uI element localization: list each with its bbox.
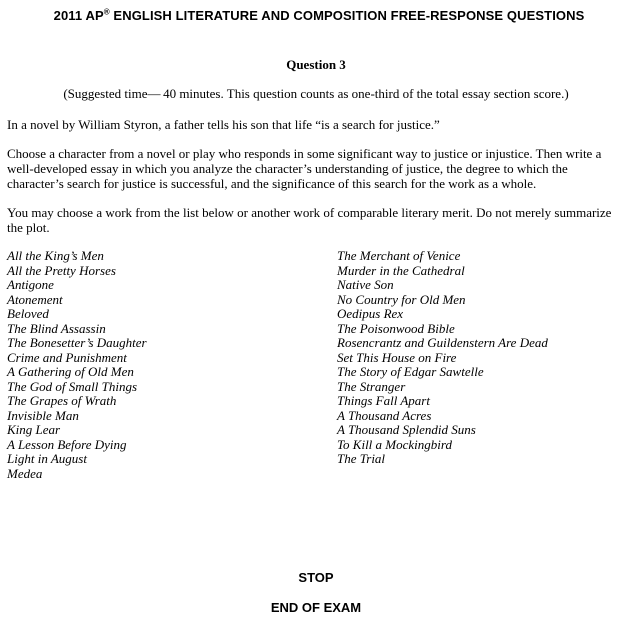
work-title: To Kill a Mockingbird xyxy=(337,436,452,452)
work-title: No Country for Old Men xyxy=(337,291,466,307)
work-title: Medea xyxy=(7,465,43,481)
header-title-prefix: 2011 AP xyxy=(53,8,104,23)
work-title: King Lear xyxy=(7,422,61,437)
work-title: The Poisonwood Bible xyxy=(337,320,455,336)
work-title: Light in August xyxy=(7,451,87,466)
work-title: Set This House on Fire xyxy=(337,349,457,365)
works-list-left xyxy=(7,249,147,481)
work-title: Crime and Punishment xyxy=(7,349,127,365)
works-list-right xyxy=(337,249,548,467)
work-title: The Blind Assassin xyxy=(7,320,106,336)
work-title: A Lesson Before Dying xyxy=(7,436,127,452)
prompt-paragraph: Choose a character from a novel or play who responds in some significant way to justice or injustice. Then write a well-developed essay in which you analyze the character’s understanding of justice, the degree to which the character’s search for justice is successful, and the significance of this search for the work as a whole. xyxy=(7,146,602,191)
work-title: All the King’s Men xyxy=(7,248,104,263)
instructions-paragraph: You may choose a work from the list below or another work of comparable literary merit. Do not merely summarize the plot. xyxy=(7,205,612,235)
work-title: The Bonesetter’s Daughter xyxy=(7,335,147,350)
work-title: Antigone xyxy=(7,277,54,292)
work-title: The Merchant of Venice xyxy=(337,248,461,263)
registered-trademark: ® xyxy=(103,7,110,17)
work-title: A Gathering of Old Men xyxy=(7,364,134,379)
exam-header xyxy=(0,8,638,23)
question-title: Question 3 xyxy=(286,57,346,72)
stop-label: STOP xyxy=(298,570,334,585)
work-title: Things Fall Apart xyxy=(337,393,430,408)
intro-paragraph: In a novel by William Styron, a father tells his son that life “is a search for justice.” xyxy=(7,117,440,132)
end-of-exam-label: END OF EXAM xyxy=(270,600,362,615)
work-title: A Thousand Acres xyxy=(337,407,432,423)
work-title: Murder in the Cathedral xyxy=(337,262,465,278)
work-title: The Stranger xyxy=(337,378,406,394)
work-title: The Story of Edgar Sawtelle xyxy=(337,364,484,379)
suggested-time-note: (Suggested time— 40 minutes. This question counts as one-third of the total essay section score.) xyxy=(63,86,569,101)
work-title: Beloved xyxy=(7,306,49,321)
work-title: A Thousand Splendid Suns xyxy=(337,422,476,437)
work-title: Native Son xyxy=(337,277,394,292)
work-title: Oedipus Rex xyxy=(337,306,404,321)
work-title: Rosencrantz and Guildenstern Are Dead xyxy=(337,335,548,350)
work-title: The God of Small Things xyxy=(7,378,138,394)
work-title: All the Pretty Horses xyxy=(7,262,116,278)
work-title: Invisible Man xyxy=(7,407,79,423)
header-title-suffix: ENGLISH LITERATURE AND COMPOSITION FREE-RESPONSE QUESTIONS xyxy=(109,8,585,23)
work-title: The Trial xyxy=(337,451,386,466)
work-title: The Grapes of Wrath xyxy=(7,393,117,408)
work-title: Atonement xyxy=(7,291,63,307)
